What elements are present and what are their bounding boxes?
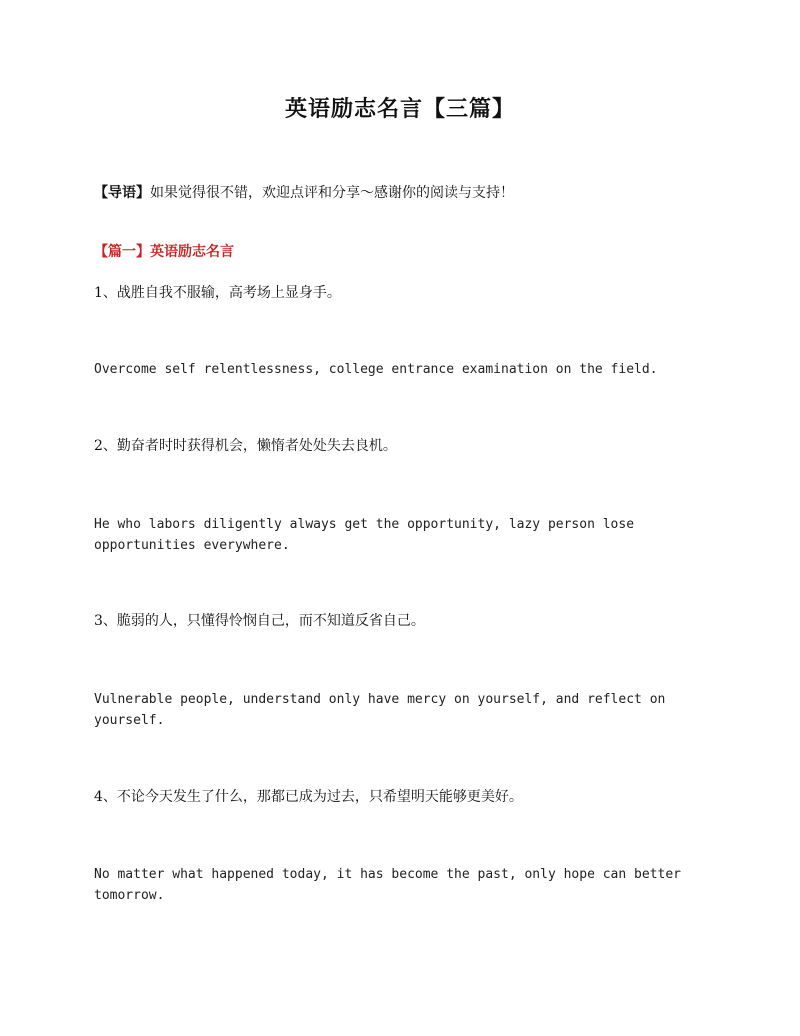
quote-zh: 3、脆弱的人，只懂得怜悯自己，而不知道反省自己。 [94,613,425,629]
quote-en: No matter what happened today, it has become the past, only hope can better tomorrow. [94,867,681,903]
section-heading: 【篇一】英语励志名言 [94,244,234,260]
quote-zh: 4、不论今天发生了什么，那都已成为过去，只希望明天能够更美好。 [94,789,523,805]
document-title: 英语励志名言【三篇】 [284,97,515,122]
intro-label: 【导语】 [94,185,150,201]
intro-paragraph [94,182,514,202]
quote-en: Overcome self relentlessness, college entrance examination on the field. [94,362,658,377]
quote-en: He who labors diligently always get the opportunity, lazy person lose opportunities everywhere. [94,517,635,553]
intro-text: 如果觉得很不错，欢迎点评和分享～感谢你的阅读与支持！ [150,185,514,201]
quote-en: Vulnerable people, understand only have mercy on yourself, and reflect on yourself. [94,692,666,728]
quote-zh: 1、战胜自我不服输，高考场上显身手。 [94,285,341,301]
quote-zh: 2、勤奋者时时获得机会，懒惰者处处失去良机。 [94,438,397,454]
